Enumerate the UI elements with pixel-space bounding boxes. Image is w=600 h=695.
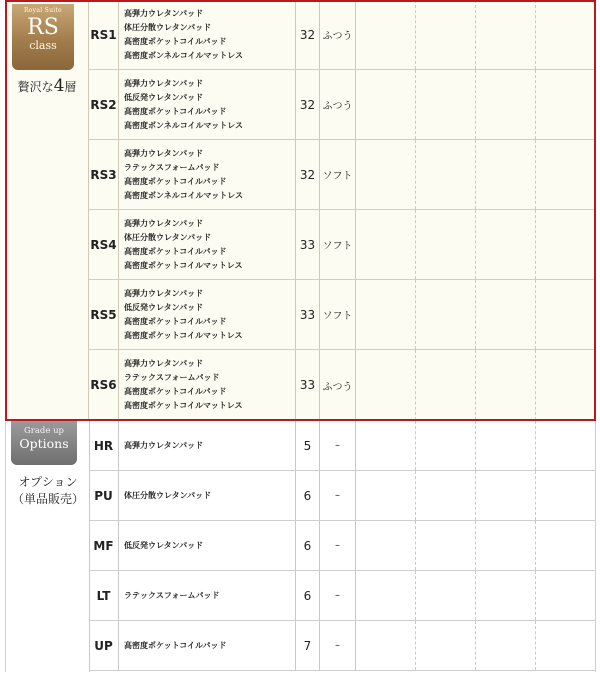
layer-item: 高弾力ウレタンパッド xyxy=(124,288,204,298)
layer-item: 高弾力ウレタンパッド xyxy=(124,359,204,368)
thickness-value: 33 xyxy=(296,350,320,420)
empty-cell xyxy=(536,350,596,420)
empty-cell xyxy=(476,350,536,420)
badge-options-text: Options xyxy=(19,436,69,451)
option-code: MF xyxy=(89,521,119,570)
option-layer-name xyxy=(119,621,296,670)
empty-cell xyxy=(416,140,476,209)
empty-cell xyxy=(476,210,536,279)
layer-item: 高密度ポケットコイルパッド xyxy=(124,106,227,116)
layer-list xyxy=(119,350,296,420)
table-row xyxy=(5,421,596,471)
rs-caption xyxy=(5,76,89,96)
empty-cell xyxy=(356,521,416,570)
empty-cell xyxy=(356,571,416,620)
model-code: RS3 xyxy=(89,140,119,209)
layer-item: ラテックスフォームパッド xyxy=(124,373,220,382)
empty-cell xyxy=(536,0,596,69)
layer-item: 高密度ポケットコイルマットレス xyxy=(124,260,243,270)
empty-cell xyxy=(356,210,416,279)
options-section xyxy=(5,421,596,672)
badge-class-text: class xyxy=(29,39,57,52)
layer-list xyxy=(119,210,296,279)
empty-cell xyxy=(356,280,416,349)
thickness-value: 33 xyxy=(296,210,320,279)
empty-cell xyxy=(536,471,596,520)
layer-item: 高密度ポケットコイルパッド xyxy=(124,246,227,256)
option-layer-name xyxy=(119,571,296,620)
options-caption xyxy=(6,474,90,508)
empty-cell xyxy=(356,0,416,69)
layer-item: 体圧分散ウレタンパッド xyxy=(124,232,212,242)
empty-cell xyxy=(476,421,536,470)
table-row xyxy=(5,521,596,571)
empty-cell xyxy=(416,521,476,570)
layer-item: 低反発ウレタンパッド xyxy=(124,92,204,102)
badge-rs-text: RS xyxy=(27,15,59,40)
layer-item: 低反発ウレタンパッド xyxy=(124,540,204,550)
rs-class-badge xyxy=(12,4,74,70)
table-row xyxy=(5,280,596,350)
model-code: RS6 xyxy=(89,350,119,420)
empty-cell xyxy=(476,471,536,520)
empty-cell xyxy=(416,571,476,620)
rs-side-panel xyxy=(5,0,89,421)
options-caption-line1: オプション xyxy=(18,475,78,489)
firmness-value: ふつう xyxy=(320,350,356,420)
layer-item: 体圧分散ウレタンパッド xyxy=(124,490,212,500)
firmness-value: ふつう xyxy=(320,70,356,139)
layer-list xyxy=(119,280,296,349)
empty-cell xyxy=(416,0,476,69)
empty-cell xyxy=(536,621,596,670)
layer-item: 高弾力ウレタンパッド xyxy=(124,78,204,88)
option-layer-name xyxy=(119,421,296,470)
table-row xyxy=(5,210,596,280)
thickness-value: 33 xyxy=(296,280,320,349)
table-row xyxy=(5,621,596,671)
firmness-value: – xyxy=(320,421,356,470)
option-layer-name xyxy=(119,471,296,520)
thickness-value: 32 xyxy=(296,70,320,139)
thickness-value: 5 xyxy=(296,421,320,470)
firmness-value: – xyxy=(320,571,356,620)
layer-item: 高密度ポケットコイルパッド xyxy=(124,387,227,396)
option-layer-name xyxy=(119,521,296,570)
empty-cell xyxy=(536,70,596,139)
layer-item: 高密度ポケットコイルパッド xyxy=(124,176,227,186)
thickness-value: 32 xyxy=(296,140,320,209)
empty-cell xyxy=(416,350,476,420)
layer-item: 高密度ボンネルコイルマットレス xyxy=(124,120,243,130)
badge-royal-suite-text: Royal Suite xyxy=(23,7,63,14)
rs-class-section xyxy=(5,0,596,421)
empty-cell xyxy=(476,0,536,69)
layer-item: 高密度ポケットコイルパッド xyxy=(124,316,227,326)
empty-cell xyxy=(536,280,596,349)
thickness-value: 6 xyxy=(296,571,320,620)
option-code: PU xyxy=(89,471,119,520)
empty-cell xyxy=(356,421,416,470)
empty-cell xyxy=(476,140,536,209)
empty-cell xyxy=(416,471,476,520)
firmness-value: – xyxy=(320,521,356,570)
empty-cell xyxy=(416,621,476,670)
thickness-value: 6 xyxy=(296,521,320,570)
thickness-value: 32 xyxy=(296,0,320,69)
empty-cell xyxy=(476,70,536,139)
empty-cell xyxy=(536,571,596,620)
firmness-value: ソフト xyxy=(320,210,356,279)
layer-item: 高密度ポケットコイルマットレス xyxy=(124,330,243,340)
table-row xyxy=(5,140,596,210)
badge-grade-up-text: Grade up xyxy=(23,426,64,436)
layer-list xyxy=(119,140,296,209)
table-row xyxy=(5,350,596,421)
layer-item: 低反発ウレタンパッド xyxy=(124,302,204,312)
table-row xyxy=(5,70,596,140)
firmness-value: ソフト xyxy=(320,140,356,209)
table-row xyxy=(5,471,596,521)
empty-cell xyxy=(536,421,596,470)
empty-cell xyxy=(416,421,476,470)
option-code: LT xyxy=(89,571,119,620)
option-code: HR xyxy=(89,421,119,470)
option-code: UP xyxy=(89,621,119,670)
empty-cell xyxy=(536,140,596,209)
empty-cell xyxy=(356,140,416,209)
thickness-value: 7 xyxy=(296,621,320,670)
empty-cell xyxy=(356,70,416,139)
empty-cell xyxy=(416,210,476,279)
empty-cell xyxy=(416,70,476,139)
model-code: RS2 xyxy=(89,70,119,139)
empty-cell xyxy=(356,621,416,670)
empty-cell xyxy=(536,210,596,279)
layer-item: 体圧分散ウレタンパッド xyxy=(124,22,212,32)
layer-item: 高密度ポケットコイルマットレス xyxy=(124,401,243,410)
layer-item: 高密度ポケットコイルパッド xyxy=(124,640,227,650)
table-row xyxy=(5,571,596,621)
mattress-spec-table xyxy=(5,0,596,672)
empty-cell xyxy=(536,521,596,570)
empty-cell xyxy=(476,521,536,570)
layer-item: 高弾力ウレタンパッド xyxy=(124,218,204,228)
thickness-value: 6 xyxy=(296,471,320,520)
firmness-value: ソフト xyxy=(320,280,356,349)
layer-item: 高密度ボンネルコイルマットレス xyxy=(124,190,243,200)
empty-cell xyxy=(356,471,416,520)
model-code: RS1 xyxy=(89,0,119,69)
empty-cell xyxy=(416,280,476,349)
layer-item: 高密度ボンネルコイルマットレス xyxy=(124,50,243,60)
empty-cell xyxy=(476,280,536,349)
layer-item: 高弾力ウレタンパッド xyxy=(124,148,204,158)
options-caption-line2: （単品販売） xyxy=(11,492,84,506)
grade-up-options-badge xyxy=(11,421,77,465)
layer-item: 高密度ポケットコイルパッド xyxy=(124,36,227,46)
empty-cell xyxy=(476,621,536,670)
model-code: RS5 xyxy=(89,280,119,349)
layer-item: ラテックスフォームパッド xyxy=(124,162,220,172)
layer-list xyxy=(119,0,296,69)
model-code: RS4 xyxy=(89,210,119,279)
firmness-value: ふつう xyxy=(320,0,356,69)
rs-caption-post: 層 xyxy=(64,80,77,94)
empty-cell xyxy=(356,350,416,420)
firmness-value: – xyxy=(320,621,356,670)
rs-caption-pre: 贅沢な xyxy=(17,80,54,94)
options-side-panel xyxy=(6,421,90,672)
layer-item: 高弾力ウレタンパッド xyxy=(124,440,204,450)
layer-list xyxy=(119,70,296,139)
table-row xyxy=(5,0,596,70)
firmness-value: – xyxy=(320,471,356,520)
layer-item: 高弾力ウレタンパッド xyxy=(124,8,204,18)
layer-item: ラテックスフォームパッド xyxy=(124,590,220,600)
empty-cell xyxy=(476,571,536,620)
rs-caption-number: 4 xyxy=(53,76,65,96)
